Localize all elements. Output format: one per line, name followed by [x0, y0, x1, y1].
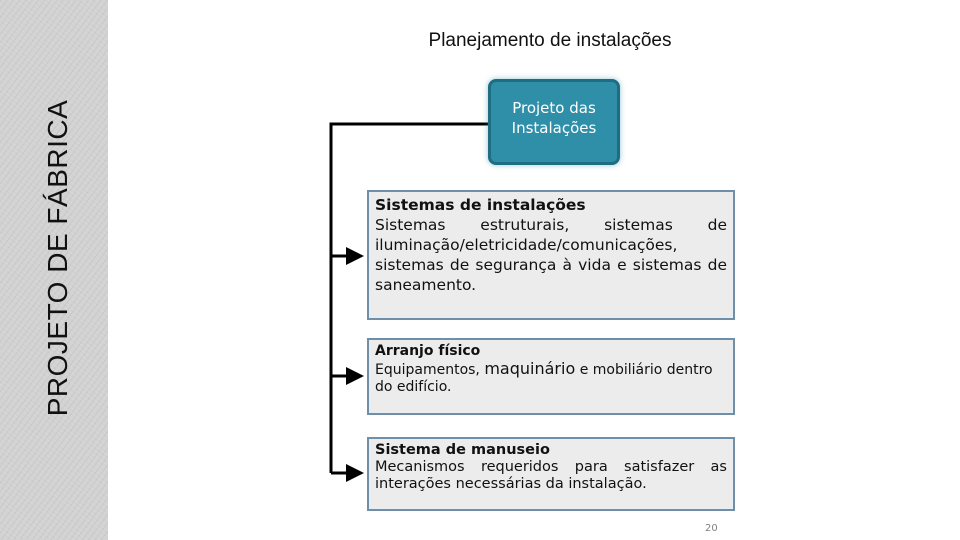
sidebar-title: PROJETO DE FÁBRICA: [42, 99, 73, 417]
child-node-sistemas-de-instalacoes: [367, 190, 735, 320]
child-node-title: Arranjo físico: [375, 343, 481, 359]
child-node-title: Sistemas de instalações: [375, 196, 586, 214]
child-node-sistema-de-manuseio: [367, 437, 735, 511]
child-node-arranjo-fisico: [367, 338, 735, 415]
page-number: 20: [705, 523, 718, 534]
child-node-description: [375, 360, 727, 396]
child-node-description: Sistemas estruturais, sistemas de iluminação/eletricidade/comunicações, sistemas de segurança à vida e sistemas de saneamento.: [375, 216, 727, 294]
slide-title: Planejamento de instalações: [428, 30, 672, 51]
description-part: Equipamentos,: [375, 362, 480, 378]
child-node-description: Mecanismos requeridos para satisfazer as interações necessárias da instalação.: [375, 459, 727, 492]
description-emphasis: maquinário: [484, 359, 576, 378]
root-node-line-2: Instalações: [511, 119, 597, 137]
description-part: e mobiliário dentro do edifício.: [375, 362, 713, 395]
child-node-title: Sistema de manuseio: [375, 442, 550, 458]
root-node-line-1: Projeto das: [512, 99, 596, 117]
root-node-projeto-das-instalacoes: [488, 79, 620, 165]
